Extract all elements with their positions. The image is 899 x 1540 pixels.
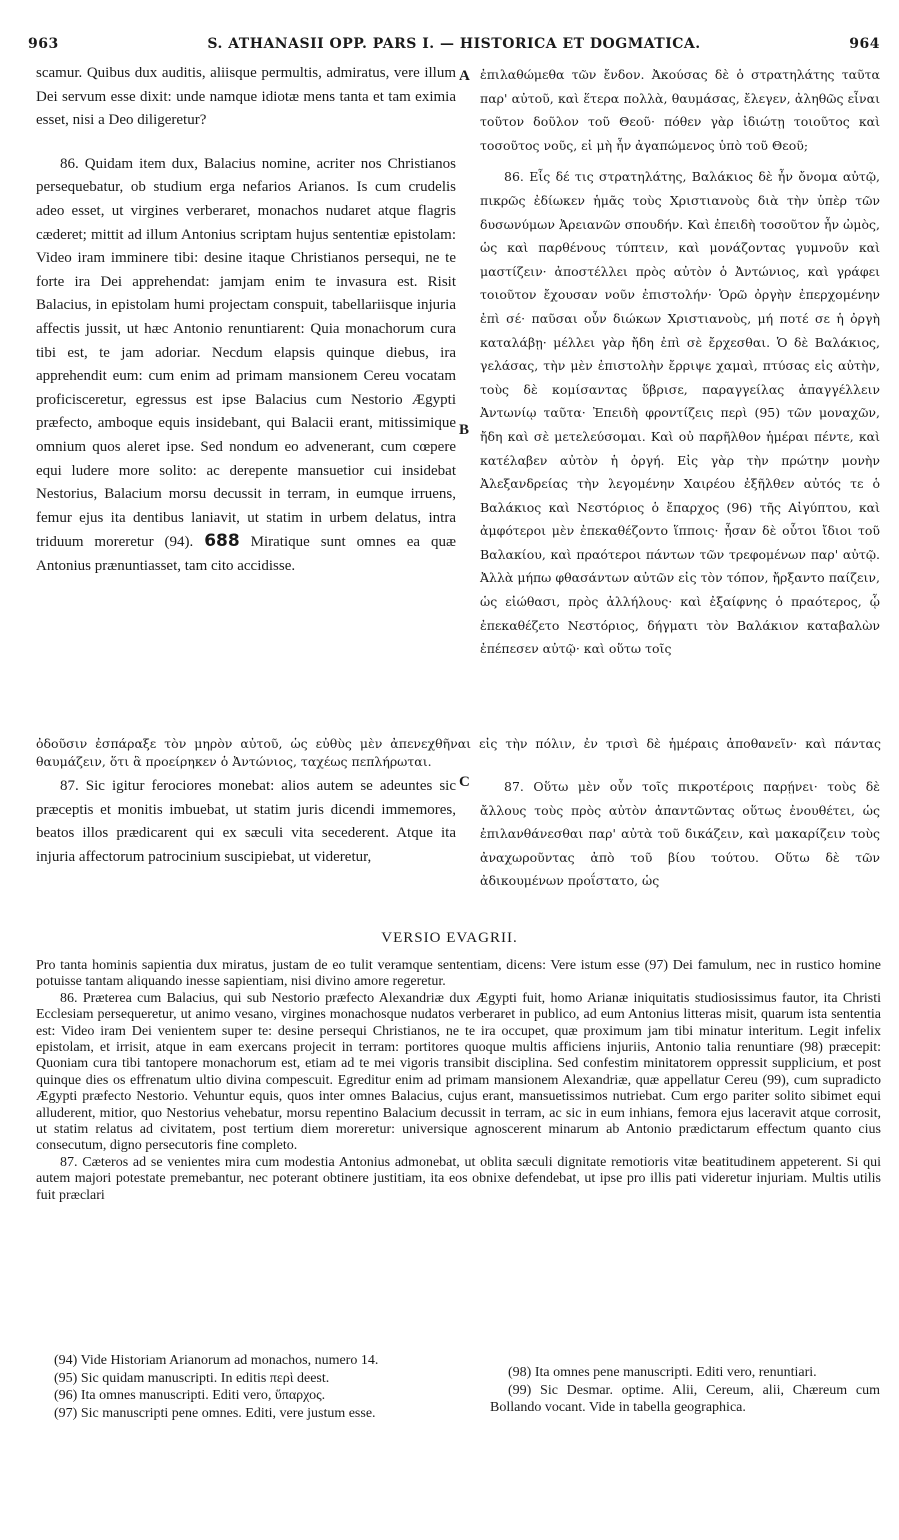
left-page-number: 963 (28, 36, 59, 52)
right-page-number: 964 (849, 36, 880, 52)
evagrius-text (36, 958, 881, 1204)
latin-column (36, 62, 456, 578)
footnote-96: (96) Ita omnes manuscripti. Editi vero, ὕπαρχος. (54, 1388, 326, 1403)
greek-column-87 (480, 775, 880, 893)
greek-paragraph-1: ἐπιλαθώμεθα τῶν ἔνδον. Ἀκούσας δὲ ὁ στρατηλάτης ταῦτα παρ' αὐτοῦ, καὶ ἕτερα πολλὰ, θαυμάσας, ἔλεγεν, ἀληθῶς εἶναι τοῦτον δοῦλον τοῦ Θεοῦ· πόθεν γὰρ ἰδιώτῃ τοιοῦτος καὶ τοσοῦτος νοῦς, εἰ μὴ ἦν ἀγαπώμενος ὑπὸ τοῦ Θεοῦ; (480, 67, 880, 153)
latin-paragraph-86 (36, 153, 456, 579)
greek-column (480, 63, 880, 661)
evagrius-paragraph-86: 86. Præterea cum Balacius, qui sub Nestorio præfecto Alexandriæ dux Ægypti fuit, homo Arianæ iniquitatis studiosissimus fautor, ita Christi Ecclesiam persequeretur, ut animo vesano, virgines monachosque nudatos verberaret in publico, ad eum Antonius litteras misit, quarum ista sententia est: Video iram Dei venientem super te: desine persequi Christianos, ne te ira occupet, quæ proximum jam tibi minatur interitum. Legit infelix epistolam, et irrisit, atque in eam exercans projecit in terram: portitores quoque multis afficiens injuriis, Antonio talia renuntiare (98) præcepit: Quoniam cura tibi tantopere monachorum est, etiam ad te mei vigoris transibit disciplina. Sed confestim minitatorem oppressit supplicium, et post quinque dies os effrenatum ultio divina compescuit. Egreditur enim ad primam mansionem Alexandriæ, quæ appellatur Cereu (99), cum supradicto Ægypti præfecto Nestorio. Vehuntur equis, quos inter omnes Balacius, cujus erant, mansuetissimos nutriebat. Cum ergo pariter solito sibimet equi alluderent, mitior, quo Nestorius vehebatur, morsu repentino Balacium decussit in terram, ac sic in eum inhians, femora ejus laceravit atque corrosit, ut statim relatus ad civitatem, post tertium diem moreretur: universique agnoscerent minarum ab Antonio prædictarum effectum quanto cius consecutum, digno persecutoris fine completo. (36, 990, 881, 1154)
margin-marker-c: C (459, 774, 470, 790)
latin-paragraph-86-end: Miratique sunt omnes ea quæ Antonius prænuntiasset, tam cito accidisse. (36, 534, 457, 574)
greek-full-width (36, 735, 881, 771)
evagrius-paragraph-87: 87. Cæteros ad se venientes mira cum modestia Antonius admonebat, ut oblita sæculi dignitate remotioris vitæ beatitudinem appeterent. Si qui autem majori potestate premebantur, nec poterant obtinere justitiam, ita eos obnixe defendebat, ut ipse pro illis pati videretur injuriam. Multis utilis fuit præclari (36, 1154, 881, 1203)
footnote-95: (95) Sic quidam manuscripti. In editis περὶ deest. (54, 1370, 330, 1386)
margin-marker-a: A (459, 68, 470, 84)
footnote-97: (97) Sic manuscripti pene omnes. Editi, vere justum esse. (54, 1405, 376, 1421)
latin-paragraph-1: scamur. Quibus dux auditis, aliisque permultis, admiratus, vere illum Dei servum esse dixit: unde namque idiotæ mens tanta et tam eximia esset, nisi a Deo diligeretur? (36, 65, 456, 129)
footnotes-left (36, 1352, 456, 1422)
latin-column-87 (36, 775, 456, 869)
footnote-94: (94) Vide Historiam Arianorum ad monachos, numero 14. (54, 1353, 379, 1368)
footnotes-right (490, 1352, 880, 1417)
running-header (28, 36, 880, 56)
latin-paragraph-87: 87. Sic igitur ferociores monebat: alios autem se adeuntes sic præceptis et monitis imbuebat, ut statim juris dicendi immemores, beatos illos prædicarent qui ex sæculi vita secederent. Atque ita injuria affectorum patrocinium suscipiebat, ut videretur, (36, 778, 456, 865)
version-title: VERSIO EVAGRII. (381, 930, 518, 946)
evagrius-paragraph-1: Pro tanta hominis sapientia dux miratus, justam de eo tulit veramque sententiam, dicens: Vere istum esse (97) Dei famulum, nec in rustico homine potuisse tantam aliquando inesse sapientiam, nisi divino amore regeretur. (36, 958, 881, 990)
footnote-99: (99) Sic Desmar. optime. Alii, Cereum, alii, Chæreum cum Bollando vocant. Vide in tabella geographica. (490, 1382, 880, 1415)
running-title: S. ATHANASII OPP. PARS I. — HISTORICA ET DOGMATICA. (207, 36, 701, 52)
footnote-98: (98) Ita omnes pene manuscripti. Editi vero, renuntiari. (508, 1365, 817, 1380)
greek-paragraph-86: 86. Εἷς δέ τις στρατηλάτης, Βαλάκιος δὲ ἦν ὄνομα αὐτῷ, πικρῶς ἐδίωκεν ἡμᾶς τοὺς Χριστιανοὺς διὰ τὴν ὑπὲρ τῶν δυσωνύμων Ἀρειανῶν σπουδήν. Καὶ ἐπειδὴ τοσοῦτον ἦν ὠμὸς, ὡς καὶ παρθένους τύπτειν, καὶ μονάζοντας γυμνοῦν καὶ μαστίζειν· ἀποστέλλει πρὸς αὐτὸν ὁ Ἀντώνιος, καὶ γράφει τοιοῦτον ἔχουσαν νοῦν ἐπιστολήν· Ὁρῶ ὀργὴν ἐπερχομένην ἐπὶ σέ· παῦσαι οὖν διώκων Χριστιανοὺς, μή ποτέ σε ἡ ὀργὴ καταλάβῃ· μέλλει γὰρ ἤδη ἐπὶ σὲ ἔρχεσθαι. Ὁ δὲ Βαλάκιος, γελάσας, τὴν μὲν ἐπιστολὴν ἔρριψε χαμαὶ, πτύσας εἰς αὐτὴν, τοὺς δὲ κομίσαντας ὕβρισε, παραγγείλας ἀπαγγέλλειν Ἀντωνίῳ ταῦτα· Ἐπειδὴ φροντίζεις περὶ (95) τῶν μοναχῶν, ἤδη καὶ σὲ μετελεύσομαι. Καὶ οὐ παρῆλθον ἡμέραι πέντε, καὶ κατέλαβεν αὐτὸν ἡ ὀργή. Εἰς γὰρ τὴν πρώτην μονὴν Ἀλεξανδρείας τὴν λεγομένην Χαιρέου ἐξῆλθεν αὐτός τε ὁ Βαλάκιος καὶ Νεστόριος ὁ ἔπαρχος (96) τῆς Αἰγύπτου, καὶ ἀμφότεροι μὲν ἐπεκαθέζοντο ἵπποις· ἦσαν δὲ οὗτοι ἴδιοι τοῦ Βαλακίου, καὶ πραότεροι πάντων τῶν τρεφομένων παρ' αὐτῷ. Ἀλλὰ μήπω φθασάντων αὐτῶν εἰς τὸν τόπον, ἤρξαντο παίζειν, ὡς εἰώθασι, πρὸς ἀλλήλους· καὶ ἐξαίφνης ὁ πραότερος, ᾧ ἐπεκαθέζετο Νεστόριος, δήγματι τὸν Βαλάκιον καταβαλὼν ἐπέπεσεν αὐτῷ· καὶ οὕτω τοῖς (480, 169, 880, 657)
greek-continuation: ὀδοῦσιν ἐσπάραξε τὸν μηρὸν αὐτοῦ, ὡς εὐθὺς μὲν ἀπενεχθῆναι εἰς τὴν πόλιν, ἐν τρισὶ δὲ ἡμέραις ἀποθανεῖν· καὶ πάντας θαυμάζειν, ὅτι ἃ προείρηκεν ὁ Ἀντώνιος, ταχέως πεπλήρωται. (36, 736, 881, 769)
greek-paragraph-87: 87. Οὕτω μὲν οὖν τοῖς πικροτέροις παρῄνει· τοὺς δὲ ἄλλους τοὺς πρὸς αὐτὸν ἀπαντῶντας οὕτως ἐνουθέτει, ὡς ἐπιλανθάνεσθαι παρ' αὐτὰ τοῦ δικάζειν, καὶ μακαρίζειν τοὺς ἀναχωροῦντας ἀπὸ τοῦ βίου τούτου. Οὕτω δὲ τῶν ἀδικουμένων προΐστατο, ὡς (480, 779, 880, 889)
latin-paragraph-86-text: 86. Quidam item dux, Balacius nomine, acriter nos Christianos persequebatur, ob studium erga nefarios Arianos. Is cum crudelis adeo esset, ut virgines verberaret, monachos nudaret atque flagris cæderet; mittit ad illum Antonius scriptam hujus sententiæ epistolam: Video iram imminere tibi: desine itaque Christianos persequi, ne te forte ira Dei apprehendat: jamjam enim te invasura est. Risit Balacius, in epistolam humi projectam conspuit, tabellariisque injuria affectis jussit, ut hæc Antonio renuntiarent: Quia monachorum cura tibi est, te jam adoriar. Necdum elapsis quinque diebus, ira apprehendit eum: cum enim ad primam mansionem Cereu vocatam proficisceretur, egressus est ipse Balacius cum Nestorio Ægypti præfecto, amboque equis insidebant, qui Balacii erant, mitissimique omnium quos aleret ipse. Sed nondum eo advenerant, cum cœpere equi ludere more solito: ac derepente mansuetior cui insidebat Nestorius, Balacium morsu decussit in terram, in eumque irruens, femur ejus ita dentibus laniavit, ut statim in urbem delatus, intra triduum moreretur (94). (36, 155, 456, 551)
margin-marker-b: B (459, 422, 470, 438)
column-number-688: 688 (204, 531, 240, 552)
